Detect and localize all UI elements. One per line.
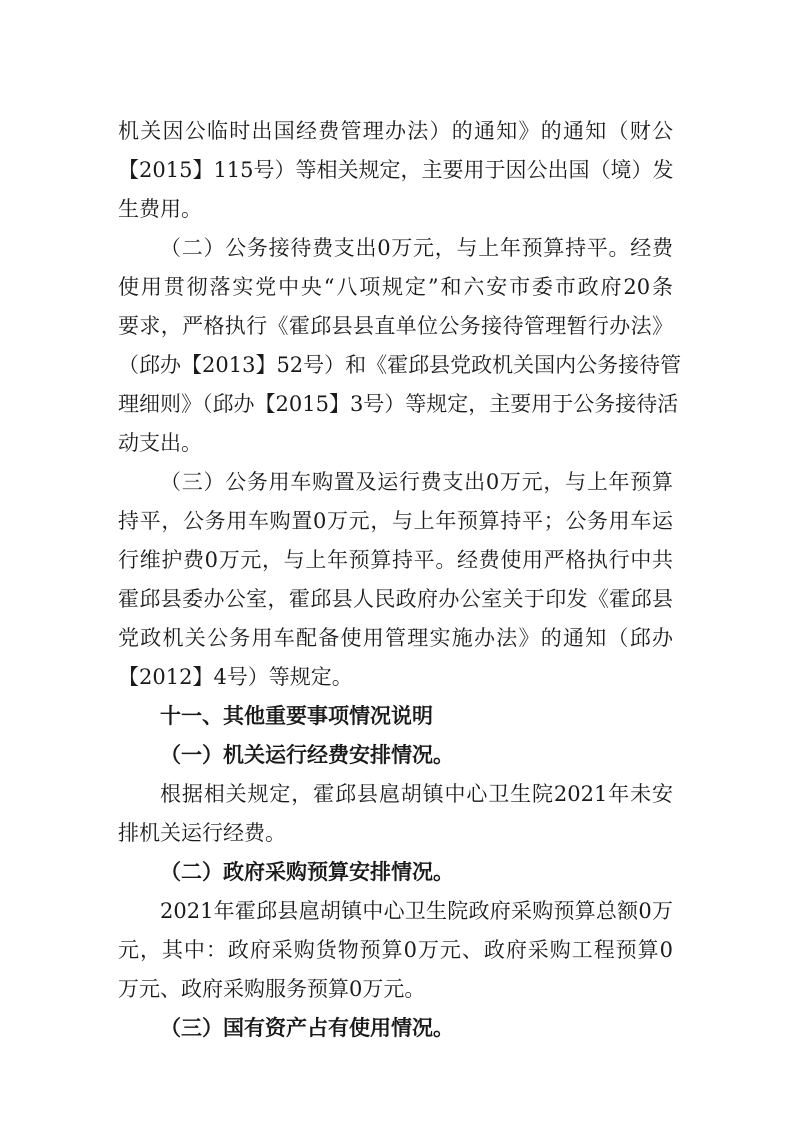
paragraph-line: [0, 345, 793, 385]
subsection-heading: [0, 852, 793, 892]
text-line-13: 霍邱县委办公室，霍邱县人民政府办公室关于印发《霍邱县: [118, 587, 673, 611]
text-line-14: 党政机关公务用车配备使用管理实施办法》的通知（邱办: [118, 626, 673, 650]
subsection-title-3: （三）国有资产占有使用情况。: [160, 1016, 454, 1040]
paragraph-line: [0, 813, 793, 853]
subsection-title-2: （二）政府采购预算安排情况。: [160, 860, 454, 884]
paragraph-line: [0, 150, 793, 190]
paragraph-line: [0, 774, 793, 814]
text-line-6: 要求，严格执行《霍邱县县直单位公务接待管理暂行办法》: [118, 314, 673, 338]
text-line-12: 行维护费0万元，与上年预算持平。经费使用严格执行中共: [118, 548, 673, 572]
paragraph-line: [0, 228, 793, 268]
text-line-22: 元，其中：政府采购货物预算0万元、政府采购工程预算0: [118, 938, 673, 962]
text-line-23: 万元、政府采购服务预算0万元。: [118, 977, 426, 1001]
paragraph-line: [0, 618, 793, 658]
paragraph-line: [0, 540, 793, 580]
text-line-11: 持平，公务用车购置0万元，与上年预算持平；公务用车运: [118, 509, 673, 533]
paragraph-line: [0, 501, 793, 541]
text-line-4: （二）公务接待费支出0万元，与上年预算持平。经费: [160, 236, 673, 260]
text-line-19: 排机关运行经费。: [118, 821, 286, 845]
paragraph-line: [0, 267, 793, 307]
paragraph-line: [0, 969, 793, 1009]
subsection-heading: [0, 735, 793, 775]
text-line-10: （三）公务用车购置及运行费支出0万元，与上年预算: [160, 470, 673, 494]
paragraph-line: [0, 462, 793, 502]
paragraph-line: [0, 891, 793, 931]
paragraph-line: [0, 579, 793, 619]
paragraph-line: [0, 657, 793, 697]
text-line-9: 动支出。: [118, 431, 202, 455]
text-line-2: 【2015】115号）等相关规定，主要用于因公出国（境）发: [118, 158, 674, 182]
section-title-eleven: 十一、其他重要事项情况说明: [160, 704, 433, 728]
paragraph-line: [0, 111, 793, 151]
text-line-8: 理细则》（邱办【2015】3号）等规定，主要用于公务接待活: [118, 392, 679, 416]
text-line-5: 使用贯彻落实党中央“八项规定”和六安市委市政府20条: [118, 275, 673, 299]
section-heading: [0, 696, 793, 736]
text-line-3: 生费用。: [118, 197, 202, 221]
paragraph-line: [0, 189, 793, 229]
paragraph-line: [0, 384, 793, 424]
subsection-heading: [0, 1008, 793, 1048]
text-line-7: （邱办【2013】52号）和《霍邱县党政机关国内公务接待管: [118, 353, 682, 377]
text-line-21: 2021年霍邱县扈胡镇中心卫生院政府采购预算总额0万: [160, 899, 673, 923]
text-line-18: 根据相关规定，霍邱县扈胡镇中心卫生院2021年未安: [160, 782, 673, 806]
paragraph-line: [0, 306, 793, 346]
text-line-15: 【2012】4号）等规定。: [118, 665, 353, 689]
subsection-title-1: （一）机关运行经费安排情况。: [160, 743, 454, 767]
paragraph-line: [0, 423, 793, 463]
text-line-1: 机关因公临时出国经费管理办法）的通知》的通知（财公: [118, 119, 673, 143]
paragraph-line: [0, 930, 793, 970]
